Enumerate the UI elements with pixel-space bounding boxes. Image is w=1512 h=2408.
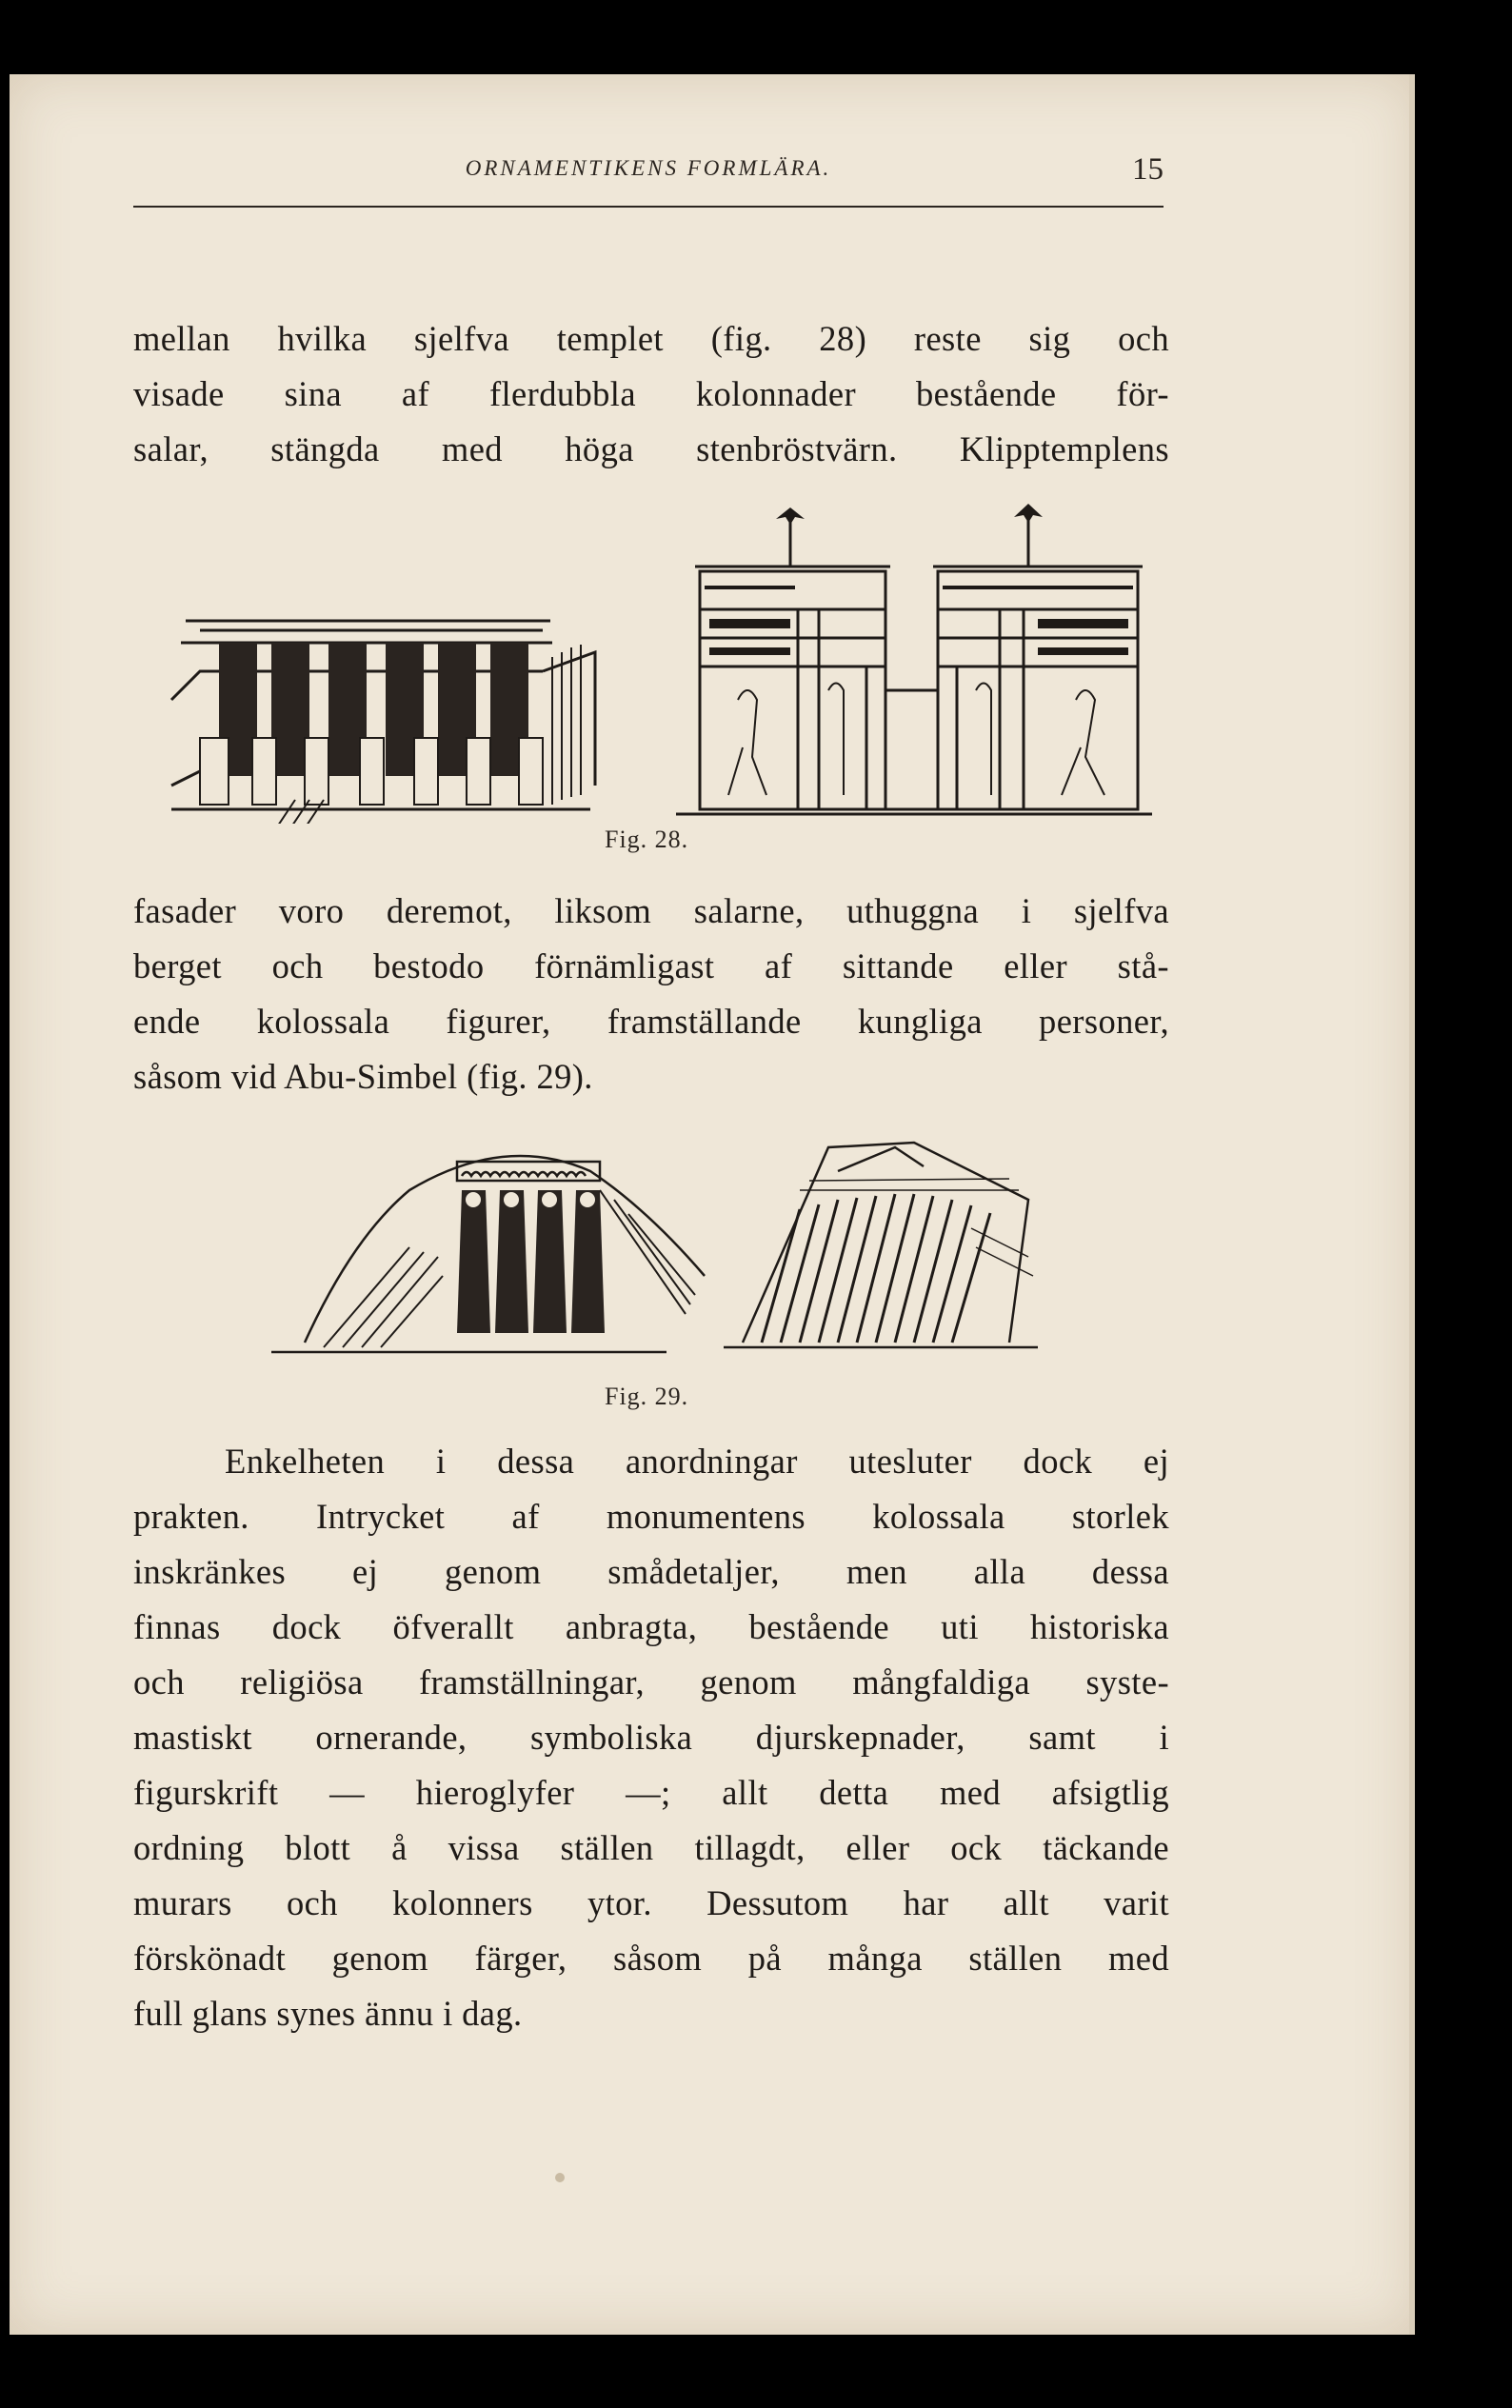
paragraph-2 [133, 884, 1169, 1104]
text-line: salar, stängda med höga stenbröstvärn. Klipptemplens [133, 429, 1169, 468]
page-number: 15 [1132, 152, 1164, 187]
figure-28-illustration [162, 500, 1181, 824]
text-line: figurskrift — hieroglyfer —; allt detta med afsigtlig [133, 1773, 1169, 1812]
text-line: och religiösa framställningar, genom mångfaldiga syste- [133, 1662, 1169, 1702]
temple-engraving [162, 500, 1181, 824]
text-line: berget och bestodo förnämligast af sittande eller stå- [133, 946, 1169, 985]
abu-simbel-engraving [267, 1133, 1047, 1371]
page-edge [1409, 74, 1415, 2335]
text-line: Enkelheten i dessa anordningar utesluter dock ej [225, 1442, 1169, 1481]
text-line: fasader voro deremot, liksom salarne, uthuggna i sjelfva [133, 891, 1169, 930]
text-line: ordning blott å vissa ställen tillagdt, eller ock täckande [133, 1828, 1169, 1867]
text-line: visade sina af flerdubbla kolonnader bestående för- [133, 374, 1169, 413]
text-line: full glans synes ännu i dag. [133, 1994, 523, 2033]
paragraph-1 [133, 311, 1169, 477]
text-line: förskönadt genom färger, såsom på många ställen med [133, 1939, 1169, 1978]
text-line: inskränkes ej genom smådetaljer, men alla dessa [133, 1552, 1169, 1591]
text-line: såsom vid Abu-Simbel (fig. 29). [133, 1057, 593, 1096]
text-line: ende kolossala figurer, framställande kungliga personer, [133, 1002, 1169, 1041]
text-line: mastiskt ornerande, symboliska djurskepnader, samt i [133, 1718, 1169, 1757]
text-line: finnas dock öfverallt anbragta, bestående uti historiska [133, 1607, 1169, 1646]
text-line: murars och kolonners ytor. Dessutom har allt varit [133, 1883, 1169, 1922]
figure-29-caption: Fig. 29. [605, 1383, 689, 1410]
running-header [133, 145, 1164, 208]
text-line: mellan hvilka sjelfva templet (fig. 28) reste sig och [133, 319, 1169, 358]
figure-28-caption: Fig. 28. [605, 826, 689, 853]
running-title: ORNAMENTIKENS FORMLÄRA. [465, 156, 832, 180]
text-line: prakten. Intrycket af monumentens kolossala storlek [133, 1497, 1169, 1536]
figure-29-illustration [267, 1133, 1047, 1371]
paper-blemish [555, 2173, 565, 2182]
paragraph-3 [133, 1434, 1169, 2041]
